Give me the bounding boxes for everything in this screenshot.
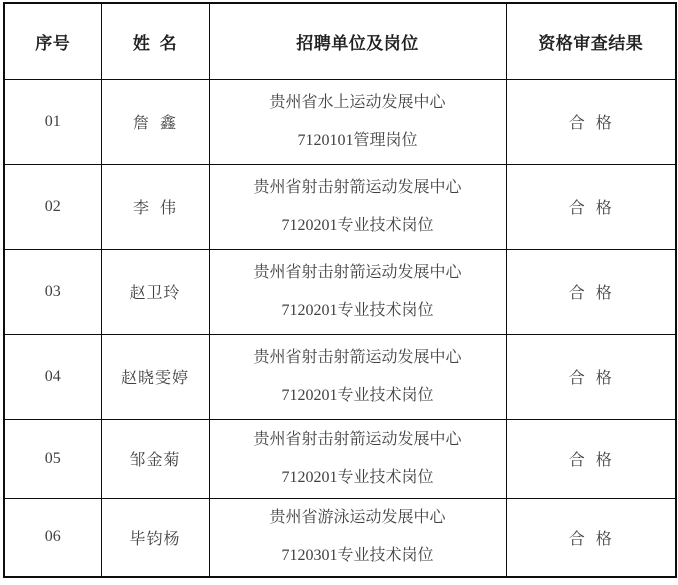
unit-name: 贵州省射击射箭运动发展中心 — [253, 430, 462, 448]
unit-name: 贵州省射击射箭运动发展中心 — [253, 263, 462, 281]
serial-number-cell: 01 — [4, 79, 101, 164]
serial-number-cell: 05 — [4, 419, 101, 498]
table-row — [4, 164, 676, 249]
post-code: 7120201专业技术岗位 — [281, 216, 434, 234]
header-name: 姓 名 — [101, 3, 209, 79]
header-serial-number: 序号 — [4, 3, 101, 79]
result-cell: 合 格 — [506, 419, 676, 498]
unit-name: 贵州省游泳运动发展中心 — [269, 509, 446, 527]
unit-post-cell — [209, 419, 506, 498]
unit-post-cell — [209, 79, 506, 164]
unit-post-cell — [209, 249, 506, 334]
header-review-result: 资格审查结果 — [506, 3, 676, 79]
result-cell: 合 格 — [506, 79, 676, 164]
result-cell: 合 格 — [506, 334, 676, 419]
table-header-row — [4, 3, 676, 79]
unit-post-cell — [209, 164, 506, 249]
serial-number-cell: 03 — [4, 249, 101, 334]
table-row — [4, 419, 676, 498]
serial-number-cell: 04 — [4, 334, 101, 419]
unit-name: 贵州省水上运动发展中心 — [269, 93, 446, 111]
table-row — [4, 249, 676, 334]
post-code: 7120201专业技术岗位 — [281, 468, 434, 486]
post-code: 7120201专业技术岗位 — [281, 301, 434, 319]
result-cell: 合 格 — [506, 498, 676, 577]
name-cell: 詹 鑫 — [101, 79, 209, 164]
serial-number-cell: 06 — [4, 498, 101, 577]
qualification-table — [3, 2, 677, 578]
name-cell: 赵晓雯婷 — [101, 334, 209, 419]
post-code: 7120101管理岗位 — [297, 131, 418, 149]
unit-post-cell — [209, 334, 506, 419]
unit-name: 贵州省射击射箭运动发展中心 — [253, 178, 462, 196]
serial-number-cell: 02 — [4, 164, 101, 249]
unit-post-cell — [209, 498, 506, 577]
name-cell: 毕钧杨 — [101, 498, 209, 577]
name-cell: 邹金菊 — [101, 419, 209, 498]
post-code: 7120301专业技术岗位 — [281, 547, 434, 565]
post-code: 7120201专业技术岗位 — [281, 386, 434, 404]
unit-name: 贵州省射击射箭运动发展中心 — [253, 348, 462, 366]
result-cell: 合 格 — [506, 164, 676, 249]
result-cell: 合 格 — [506, 249, 676, 334]
table-row — [4, 79, 676, 164]
name-cell: 李 伟 — [101, 164, 209, 249]
header-unit-and-post: 招聘单位及岗位 — [209, 3, 506, 79]
table-row — [4, 334, 676, 419]
table-row — [4, 498, 676, 577]
name-cell: 赵卫玲 — [101, 249, 209, 334]
